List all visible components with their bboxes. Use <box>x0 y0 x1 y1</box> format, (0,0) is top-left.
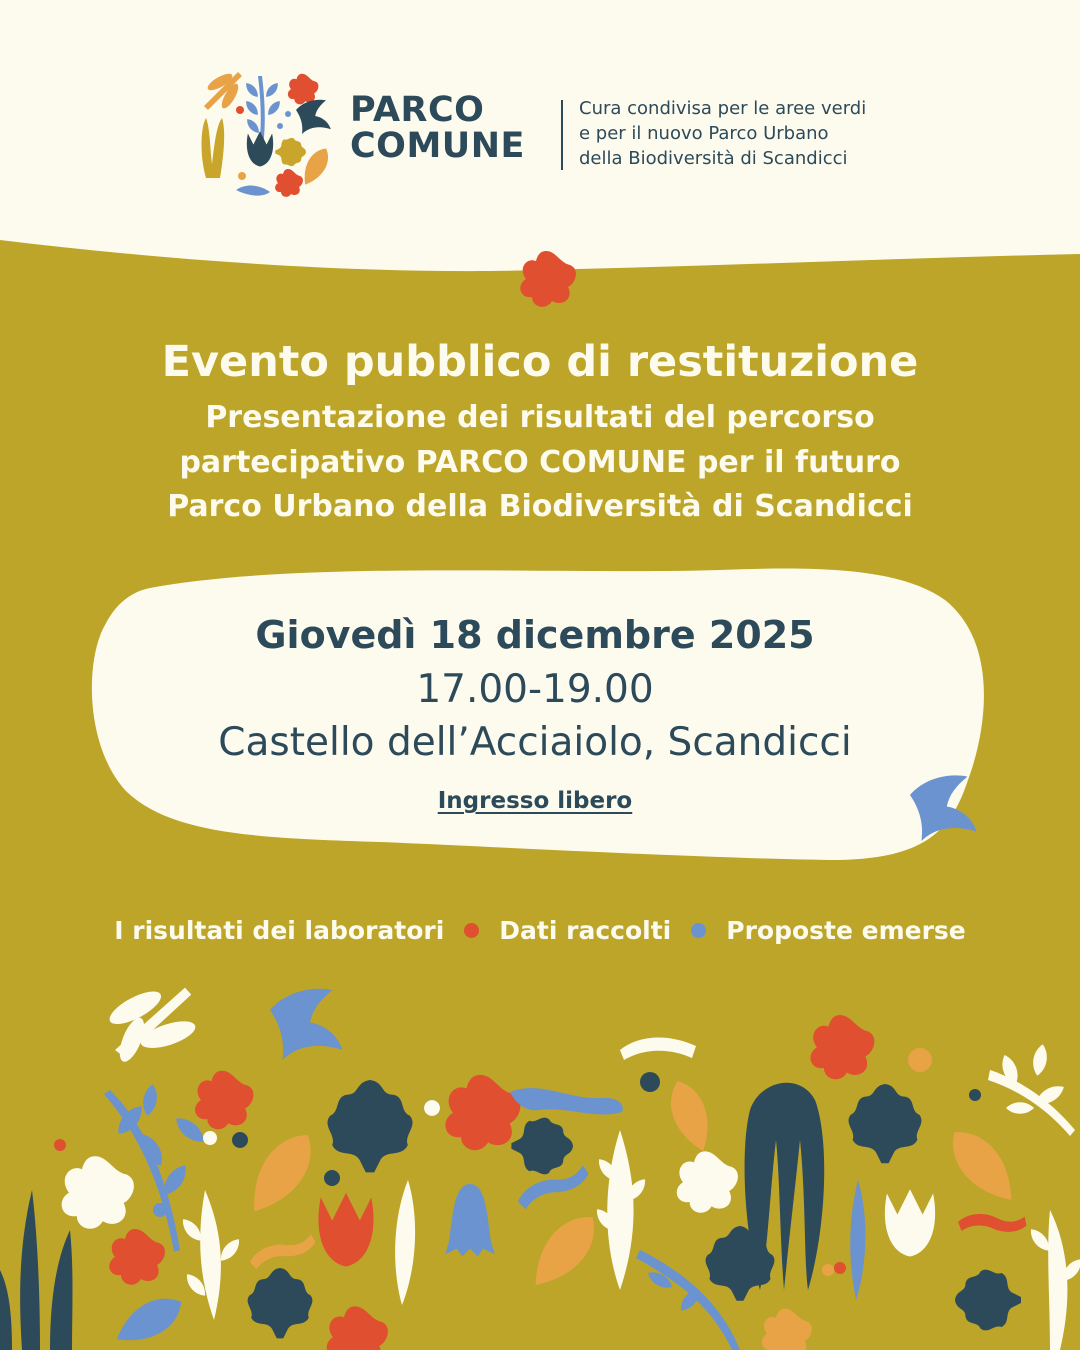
tagline-line: e per il nuovo Parco Urbano <box>579 123 829 144</box>
event-time: 17.00-19.00 <box>416 667 654 712</box>
event-date: Giovedì 18 dicembre 2025 <box>255 613 815 657</box>
event-venue: Castello dell’Acciaiolo, Scandicci <box>218 720 852 765</box>
blue-dot-separator <box>691 923 706 938</box>
topic-tags <box>0 910 1080 950</box>
brand-name-line2: COMUNE <box>350 126 525 166</box>
event-subtitle <box>0 396 1080 530</box>
tag-collected-data: Dati raccolti <box>499 915 672 945</box>
brand-tagline <box>579 96 909 171</box>
brand-divider <box>561 100 563 170</box>
subtitle-line: Parco Urbano della Biodiversità di Scandicci <box>167 489 913 524</box>
tag-proposals: Proposte emerse <box>726 915 966 945</box>
event-title: Evento pubblico di restituzione <box>161 337 919 387</box>
tagline-line: della Biodiversità di Scandicci <box>579 148 848 169</box>
parco-comune-logo <box>196 68 336 202</box>
red-dot-separator <box>464 923 479 938</box>
subtitle-line: Presentazione dei risultati del percorso <box>205 400 875 435</box>
brand-name-line1: PARCO <box>350 90 485 130</box>
free-entry-link[interactable]: Ingresso libero <box>437 788 633 814</box>
tagline-line: Cura condivisa per le aree verdi <box>579 98 867 119</box>
subtitle-line: partecipativo PARCO COMUNE per il futuro <box>179 444 901 480</box>
tag-lab-results: I risultati dei laboratori <box>114 915 445 945</box>
brand-name <box>350 92 560 164</box>
